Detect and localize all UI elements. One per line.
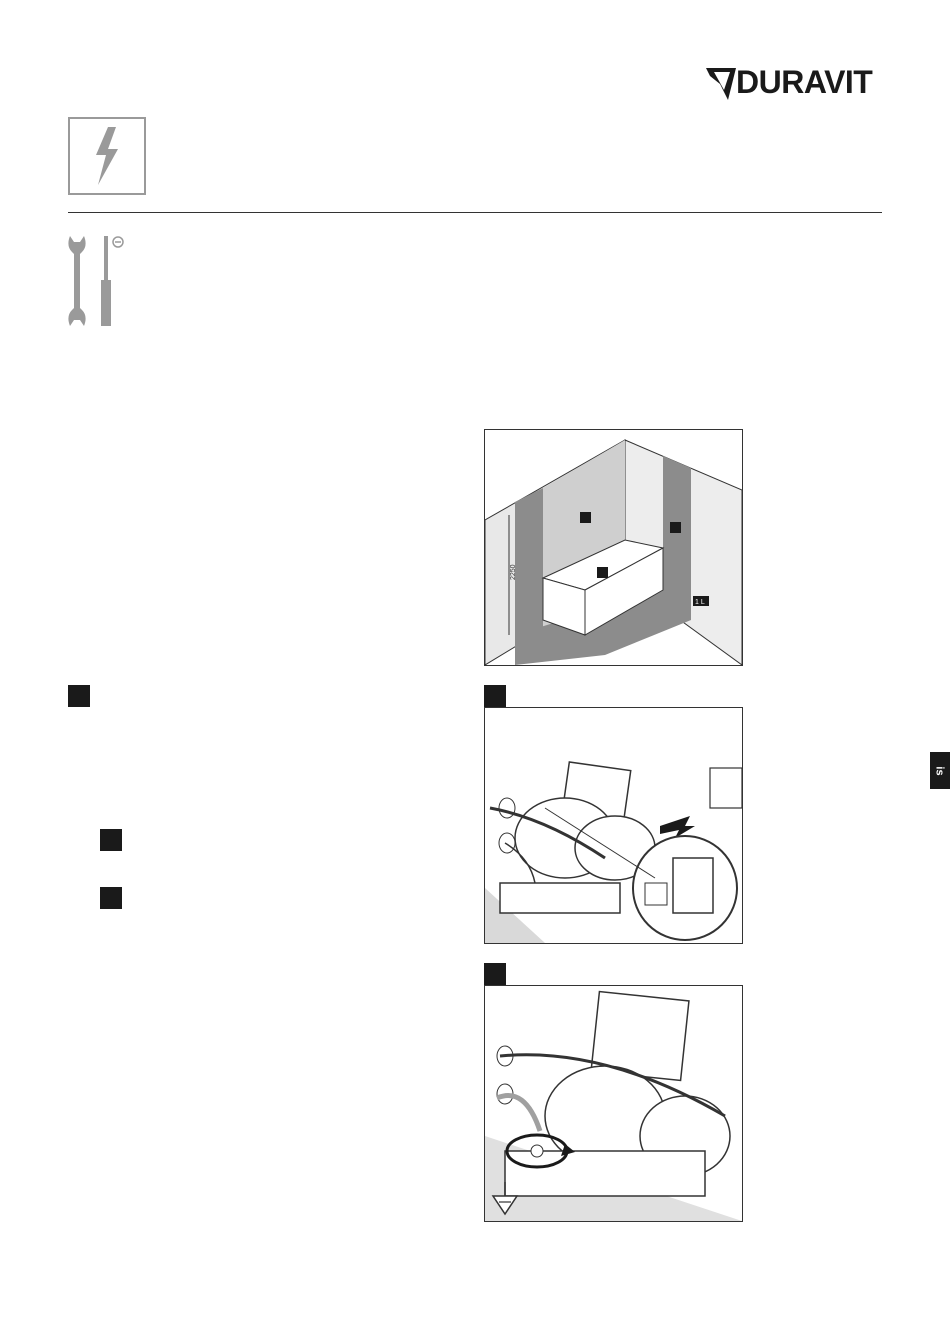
step-marker [68, 685, 90, 707]
zone-marker [670, 522, 681, 533]
language-tab [930, 752, 950, 789]
zone-marker [580, 512, 591, 523]
pump-grounding-figure [484, 985, 743, 1222]
lightning-warning-icon [70, 119, 144, 193]
figure-2-marker [484, 685, 506, 707]
figure-3-marker [484, 963, 506, 985]
brand-logo-text: DURAVIT [736, 64, 873, 100]
sub-step-marker [100, 887, 122, 909]
bathroom-zones-figure [484, 429, 743, 666]
zone-socket-label: 1 L [695, 599, 705, 606]
electrical-warning-box [68, 117, 146, 195]
wrench-screwdriver-icon [64, 232, 134, 330]
dimension-label: 2250 [510, 564, 517, 580]
sub-step-marker [100, 829, 122, 851]
header-divider [68, 212, 882, 213]
language-tab-label: is [934, 765, 946, 776]
zone-marker [597, 567, 608, 578]
pump-junction-box-figure [484, 707, 743, 944]
